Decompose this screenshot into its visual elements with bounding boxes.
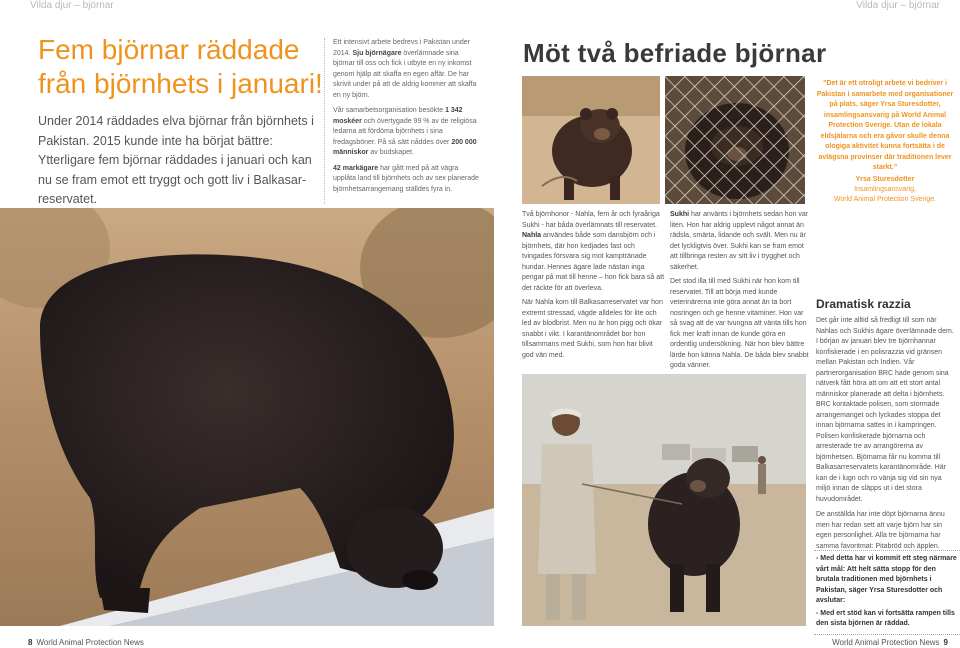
quote-author-role: Insamlingsansvarig, [854, 186, 916, 193]
nahla-paragraph-2: När Nahla kom till Balkasarreservatet var hon extremt stressad, vägde alldeles för lite och led av blodbrist. Men nu är hon pigg och ökar snabbt i vikt. I karantänområdet bor hon tillsammans med Sukhi, som hon har blivit god vän med. [522, 299, 663, 359]
raid-heading: Dramatisk razzia [816, 297, 911, 311]
publication-name-left: World Animal Protection News [36, 638, 144, 647]
bear-with-handler-photo [522, 374, 806, 626]
raid-column [816, 316, 956, 557]
story-column-1 [522, 210, 666, 365]
caged-bear-photo [665, 76, 805, 204]
pull-quote: ”Det är ett otroligt arbete vi bedriver i Pakistan i samarbete med organisationer på plats, säger Yrsa Sturesdotter, insamlingsansvarig på World Animal Protection Sverige. Utan de lokala eldsjälarna och era gåvor skulle denna ologiga aktivitet kunna fortsätta i de avlägsna provinser där traditionen lever starkt.” [816, 80, 954, 171]
footer-left [28, 638, 144, 647]
headline: Fem björnar räddade från björnhets i januari! [38, 34, 323, 99]
publication-name-right: World Animal Protection News [832, 638, 940, 647]
raid-paragraph-2: De anställda har inte döpt björnarna ännu men har redan sett att varje björn har sin egen personlighet. Alla tre björnarna har samma favoritmat: Pitabröd och äpplen. [816, 511, 945, 550]
quote-author-org: World Animal Protection Sverige. [833, 196, 937, 203]
sukhi-paragraph-2: Det stod illa till med Sukhi när hon kom till reservatet. Till att börja med kunde veterinärerna inte göra annat än ta bort nosringen och ge henne vitaminer. Hon var så svag att de var tvungna att vänta tills hon fick mer kraft innan de kunde göra en ordentlig undersökning. När hon blev bättre lärde hon känna Nahla. De båda blev snabbt goda vänner. [670, 278, 809, 369]
intro-column [324, 38, 482, 204]
intro-paragraph-3: 42 markägare har gått med på att vägra upplåta land till björnhets och av sex planerade björnhetsarrangemang ställdes fyra in. [333, 164, 479, 193]
sukhi-paragraph-1: Sukhi har använts i björnhets sedan hon var liten. Hon har aldrig upplevt något annat än rädsla, smärta, lidande och svält. Men nu är det lyckligtvis över. Sukhi kan se fram emot att tillbringa resten av sitt liv i trygghet och säkerhet. [670, 211, 809, 271]
intro-paragraph-1: Ett intensivt arbete bedrevs i Pakistan under 2014. Sju björnägare överlämnade sina björnar till oss och fick i utbyte en ny inkomst genom hjälp att skaffa en egen affär. De har skrivit under på att de aldrig kommer att skaffa en ny björn. [333, 39, 477, 99]
running-head-right: Vilda djur – björnar [856, 0, 940, 11]
closing-quote-1: - Med detta har vi kommit ett steg närmare vårt mål: Att helt sätta stopp för den brutala traditionen med björnhets i Pakistan, säger Yrsa Sturesdotter och avslutar: [816, 555, 957, 604]
lead-paragraph: Under 2014 räddades elva björnar från björnhets i Pakistan. 2015 kunde inte ha börjat bättre: Ytterligare fem björnar räddades i januari och kan nu se fram emot ett tryggt och gott liv i Balkasar-reservatet. [38, 114, 314, 206]
page-number-left: 8 [28, 638, 33, 647]
bear-photo [522, 76, 660, 204]
nahla-paragraph-1: Två björnhonor - Nahla, fem år och fyraåriga Sukhi - har båda överlämnats till reservatet. Nahla användes både som dansbjörn och i björnhets, där hon kedjades fast och tvingades försvara sig mot kamptränade hundar. Hennes ägare lade nästan inga pengar på mat till henne – hon fick bara så att det räckte för att överleva. [522, 211, 665, 292]
closing-quote-box [814, 550, 960, 635]
running-head-left: Vilda djur – björnar [30, 0, 114, 11]
quote-author [814, 175, 956, 205]
right-page-title: Möt två befriade björnar [523, 38, 827, 68]
story-column-2 [670, 210, 810, 376]
page-number-right: 9 [943, 638, 948, 647]
raid-paragraph-1: Det går inte alltid så fredligt till som när Nahlas och Sukhis ägare överlämnade dem. I början av januari blev tre björnhannar konfiskerade i en polisrazzia vid gränsen mellan Pakistan och Indien. Vår partnerorganisation BRC hade genom sina nätverk fått höra att om att ett stort antal människor planerade att delta i björnhets. BRC kontaktade polisen, som stormade arrangemanget och lyckades stoppa det innan björnarna sattes in i kampringen. Polisen konfiskerade björnarna och arresterade tre av arrangörerna av björnhetsen. Björnarna får nu komma till Balkasarreservatets karantänområde. Här kan de i lugn och ro vänja sig vid sin nya miljö innan de släpps ut i det stora huvudområdet. [816, 317, 954, 503]
footer-right [832, 638, 948, 647]
quote-author-name: Yrsa Sturesdotter [855, 176, 915, 183]
bear-photo [0, 208, 494, 626]
closing-quote-2: - Med ert stöd kan vi fortsätta rampen tills den sista björnen är räddad. [816, 609, 955, 627]
intro-paragraph-2: Vår samarbetsorganisation besökte 1 342 moskéer och övertygade 99 % av de religiösa ledarna att fördöma björnhets i sina fredagsböner. På så sätt nåddes över 200 000 människor av budskapet. [333, 107, 477, 156]
